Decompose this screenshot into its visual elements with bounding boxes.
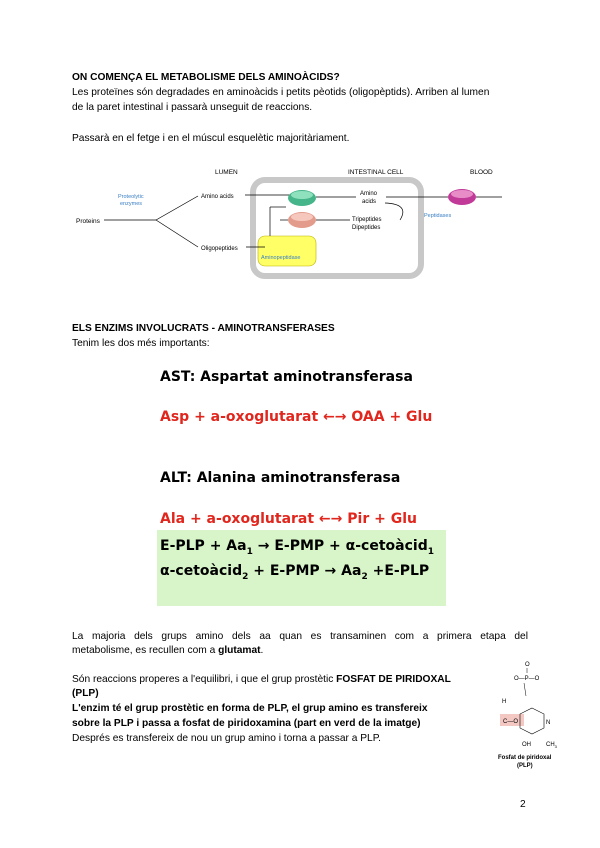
label-aminopeptidase: Aminopeptidase [261, 255, 301, 261]
section-title-enzymes: ELS ENZIMS INVOLUCRATS - AMINOTRANSFERASES [72, 323, 335, 334]
label-blood: BLOOD [470, 169, 493, 176]
alt-title: ALT: Alanina aminotransferasa [160, 470, 401, 486]
label-amino-acids: Amino acids [201, 194, 234, 200]
plp-atom-h: H [502, 699, 507, 705]
page-number: 2 [520, 799, 526, 810]
glutamate-line-1: La majoria dels grups amino dels aa quan es transaminen com a primera etapa del [72, 631, 528, 642]
section-title-metabolism: ON COMENÇA EL METABOLISME DELS AMINOÀCIDS? [72, 72, 340, 83]
label-enzymes-2: enzymes [120, 201, 143, 207]
plp-label-1: Fosfat de piridoxal [498, 755, 552, 761]
label-enzymes-1: Proteolytic [118, 194, 144, 200]
label-oligopeptides: Oligopeptides [201, 246, 238, 252]
enzyme-plp-line-2: sobre la PLP i passa a fosfat de piridoxamina (part en verd de la imatge) [72, 718, 421, 729]
plp-line-1: Són reaccions properes a l'equilibri, i que el grup prostètic FOSFAT DE PIRIDOXAL [72, 674, 451, 685]
ast-title: AST: Aspartat aminotransferasa [160, 369, 413, 385]
section-subtitle-enzymes: Tenim les dos més importants: [72, 338, 210, 349]
label-lumen: LUMEN [215, 169, 238, 176]
label-amino-cell-1: Amino [360, 191, 378, 197]
label-proteins: Proteins [76, 218, 100, 225]
transamination-line-1: $E-PLP + Aa_1 \to E-PMP$ + α-cetoàcid$_1$ [160, 538, 434, 557]
label-tripeptides: Tripeptides [352, 217, 382, 223]
ast-reaction: Asp + a-oxoglutarat ←→ OAA + Glu [160, 409, 433, 425]
plp-structure-figure [492, 656, 572, 776]
intro-line-1: Les proteïnes són degradades en aminoàcids i petits pèotids (oligopèptids). Arriben al lumen [72, 87, 490, 98]
plp-atom-p: O—P—O [514, 676, 540, 682]
label-dipeptides: Dipeptides [352, 225, 381, 231]
plp-label-2: (PLP) [517, 763, 533, 769]
plp-atom-n: N [546, 720, 551, 726]
plp-atom-ch3: $CH_3$ [546, 742, 557, 749]
intro-paragraph-2: Passarà en el fetge i en el múscul esquelètic majoritàriament. [72, 133, 350, 144]
label-peptidases: Peptidases [424, 213, 452, 219]
enzyme-plp-line-1: L'enzim té el grup prostètic en forma de PLP, el grup amino es transfereix [72, 703, 428, 714]
plp-line-2: (PLP) [72, 688, 99, 699]
plp-atom-oh: OH [522, 742, 531, 748]
plp-atom-o-top: O [525, 662, 530, 668]
plp-atom-ch: C—O [503, 719, 518, 725]
alt-reaction: Ala + a-oxoglutarat ←→ Pir + Glu [160, 511, 417, 527]
amino-transfer-line: Després es transfereix de nou un grup amino i torna a passar a PLP. [72, 733, 382, 744]
digestion-diagram [70, 160, 510, 280]
transamination-line-2: α-cetoàcid$_2$ + $E-PMP \to Aa_2 +E-PLP$ [160, 563, 430, 582]
transamination-box [157, 530, 446, 606]
intro-line-2: de la paret intestinal i passarà unseguit de reaccions. [72, 102, 313, 113]
label-amino-cell-2: acids [362, 199, 377, 205]
label-intestinal-cell: INTESTINAL CELL [348, 169, 404, 176]
arrow-to-amino-acids [156, 196, 198, 220]
arrow-to-oligopeptides [156, 220, 198, 247]
glutamate-line-2: metabolisme, es recullen com a glutamat. [72, 645, 264, 656]
aminopeptidase-box [258, 236, 316, 266]
